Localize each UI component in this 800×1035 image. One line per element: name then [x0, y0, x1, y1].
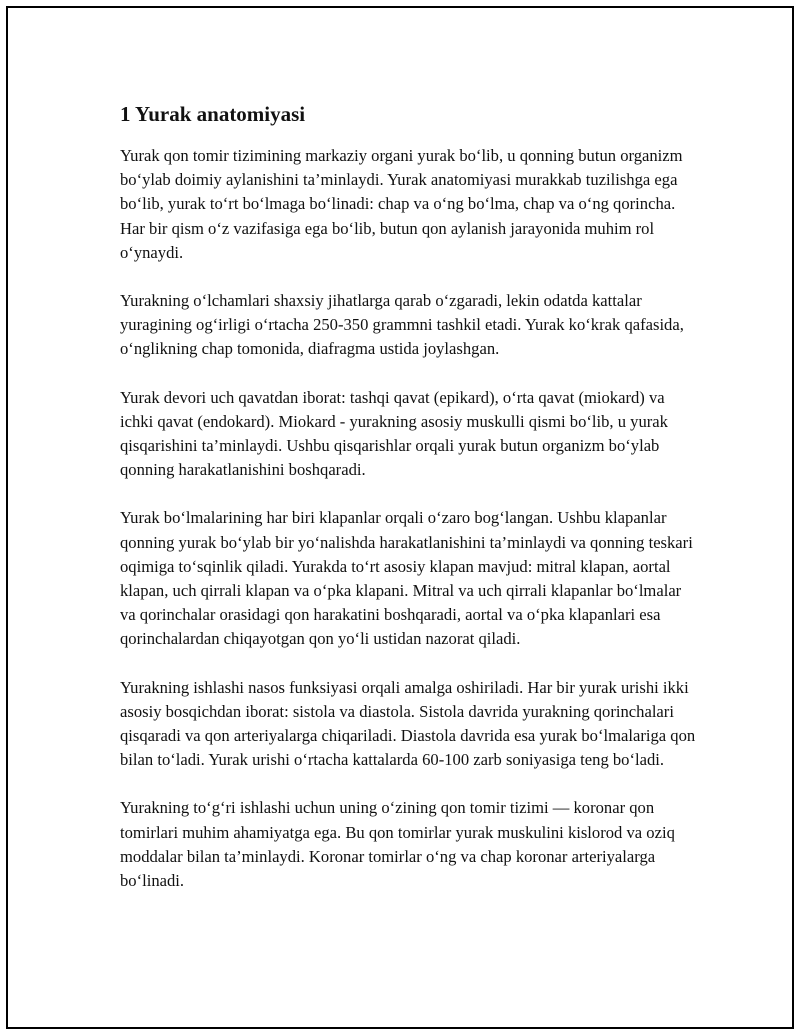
document-body [120, 100, 696, 917]
paragraph-heart-wall: Yurak devori uch qavatdan iborat: tashqi qavat (epikard), o‘rta qavat (miokard) va ichki qavat (endokard). Miokard - yurakning asosiy muskulli qismi bo‘lib, u yurak qisqarishini ta’minlaydi. Ushbu qisqarishlar orqali yurak butun organizm bo‘ylab qonning harakatlanishini boshqaradi. [120, 387, 668, 480]
page-border [6, 6, 794, 1029]
paragraph-size-location: Yurakning o‘lchamlari shaxsiy jihatlarga qarab o‘zgaradi, lekin odatda kattalar yuragining og‘irligi o‘rtacha 250-350 grammni tashkil etadi. Yurak ko‘krak qafasida, o‘nglikning chap tomonida, diafragma ustida joylashgan. [120, 291, 684, 359]
paragraph-valves: Yurak bo‘lmalarining har biri klapanlar orqali o‘zaro bog‘langan. Ushbu klapanlar qonning yurak bo‘ylab bir yo‘nalishda harakatlanishini ta’minlaydi va qonning teskari oqimiga to‘sqinlik qiladi. Yurakda to‘rt asosiy klapan mavjud: mitral klapan, aortal klapan, uch qirrali klapan va o‘pka klapani. Mitral va uch qirrali klapanlar bo‘lmalar va qorinchalar orasidagi qon harakatini boshqaradi, aortal va o‘pka klapanlari esa qorinchalardan chiqayotgan qon yo‘li ustidan nazorat qiladi. [120, 508, 693, 649]
paragraph-coronary-vessels: Yurakning to‘g‘ri ishlashi uchun uning o‘zining qon tomir tizimi — koronar qon tomirlari muhim ahamiyatga ega. Bu qon tomirlar yurak muskulini kislorod va oziq moddalar bilan ta’minlaydi. Koronar tomirlar o‘ng va chap koronar arteriyalarga bo‘linadi. [120, 798, 675, 891]
paragraph-pump-function: Yurakning ishlashi nasos funksiyasi orqali amalga oshiriladi. Har bir yurak urishi ikki asosiy bosqichdan iborat: sistola va diastola. Sistola davrida yurakning qorinchalari qisqaradi va qon arteriyalarga chiqariladi. Diastola davrida esa yurak bo‘lmalariga qon bilan to‘ladi. Yurak urishi o‘rtacha kattalarda 60-100 zarb soniyasiga teng bo‘ladi. [120, 677, 696, 770]
paragraph-intro: Yurak qon tomir tizimining markaziy organi yurak bo‘lib, u qonning butun organizm bo‘ylab doimiy aylanishini ta’minlaydi. Yurak anatomiyasi murakkab tuzilishga ega bo‘lib, yurak to‘rt bo‘lmaga bo‘linadi: chap va o‘ng bo‘lma, chap va o‘ng qorincha. Har bir qism o‘z vazifasiga ega bo‘lib, butun qon aylanish jarayonida muhim rol o‘ynaydi. [120, 146, 683, 262]
section-heading: 1 Yurak anatomiyasi [120, 102, 306, 126]
